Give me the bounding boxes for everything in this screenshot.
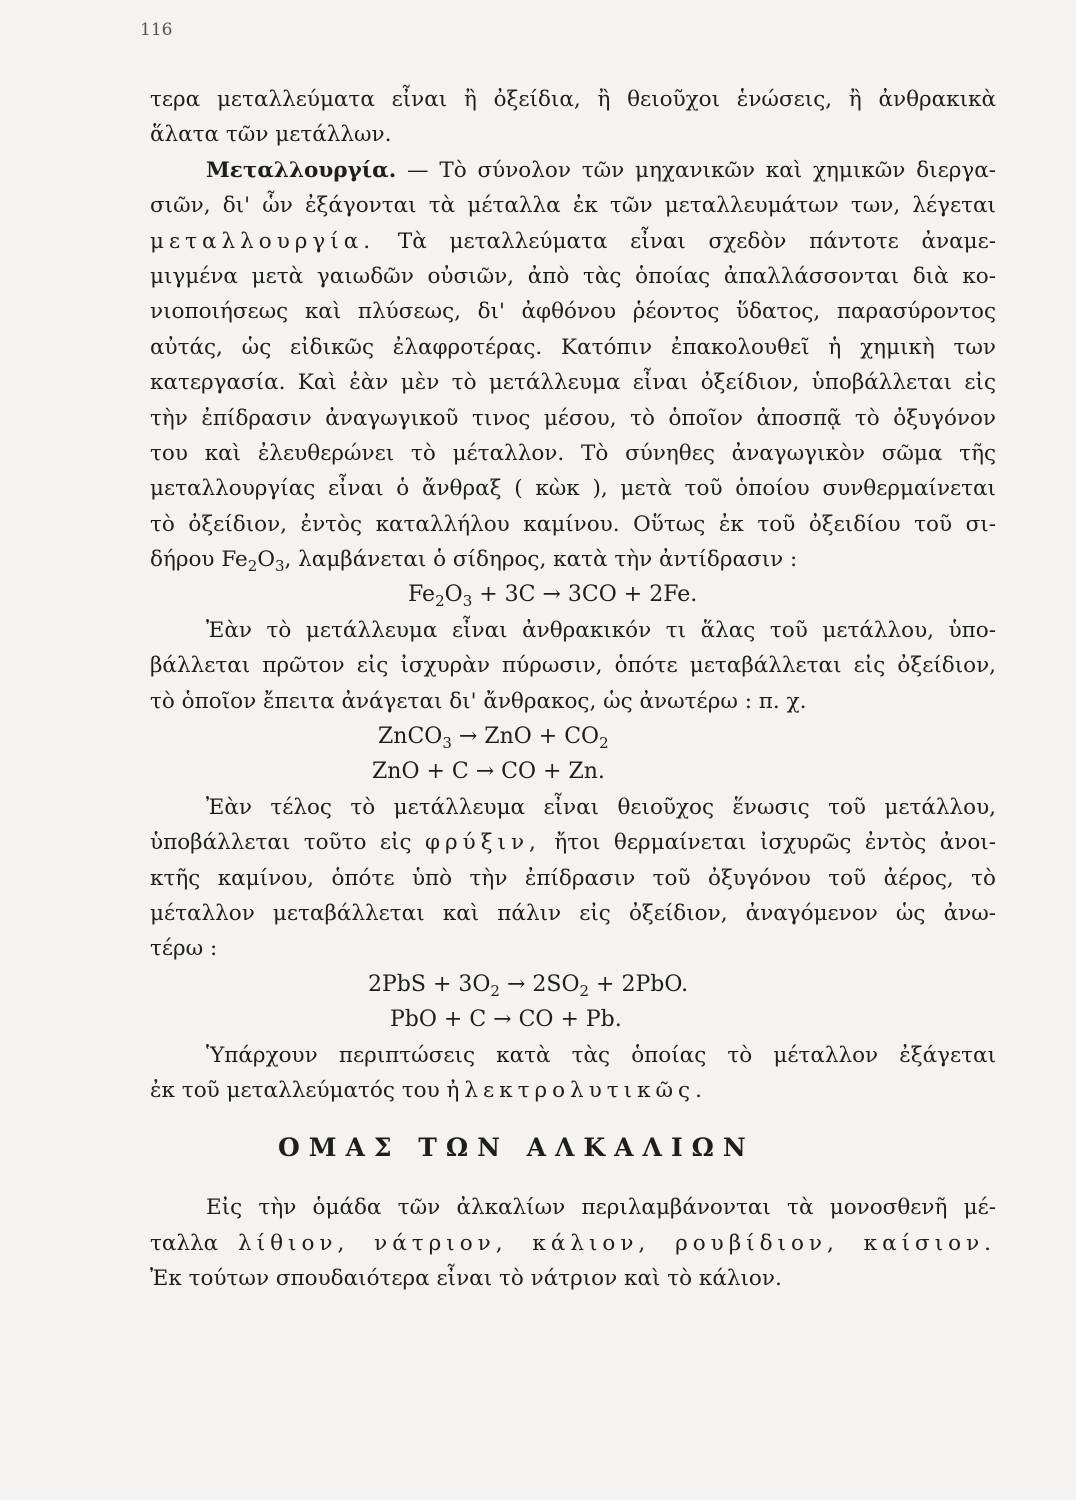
equation-zinc-carbonate xyxy=(150,719,996,754)
equation-lead-oxide: PbO + C → CO + Pb. xyxy=(390,1007,622,1033)
text-line: σιῶν, δι' ὧν ἐξάγονται τὰ μέταλλα ἐκ τῶν μεταλλευμάτων των, λέγεται xyxy=(150,193,996,219)
text-line xyxy=(150,825,996,860)
subscript: 2 xyxy=(579,981,590,1000)
text-line: βάλλεται πρῶτον εἰς ἰσχυρὰν πύρωσιν, ὁπότε μεταβάλλεται εἰς ὀξείδιον, xyxy=(150,653,996,679)
text-line: τὸ ὁποῖον ἔπειτα ἀνάγεται δι' ἄνθρακος, ὡς ἀνωτέρω : π. χ. xyxy=(150,688,807,714)
text-line xyxy=(150,1226,996,1261)
subscript: 3 xyxy=(462,592,473,611)
subscript: 2 xyxy=(247,557,258,576)
text-line: τερα μεταλλεύματα εἶναι ἢ ὀξείδια, ἢ θειοῦχοι ἑνώσεις, ἢ ἀνθρακικὰ xyxy=(150,87,996,112)
text-line: μέταλλον μεταβάλλεται καὶ πάλιν εἰς ὀξείδιον, ἀναγόμενον ὡς ἀνω- xyxy=(150,900,996,926)
text-span: — Τὸ σύνολον τῶν μηχανικῶν καὶ χημικῶν διεργα- xyxy=(396,157,996,183)
text-span: + 3C → 3CO + 2Fe. xyxy=(472,582,698,608)
text-line: τέρω : xyxy=(150,936,218,962)
subscript: 2 xyxy=(490,981,500,1000)
text-line: κατεργασία. Καὶ ἐὰν μὲν τὸ μετάλλευμα εἶναι ὀξείδιον, ὑποβάλλεται εἰς xyxy=(150,370,996,396)
text-span: δήρου Fe xyxy=(150,547,248,573)
text-line: νιοποιήσεως καὶ πλύσεως, δι' ἀφθόνου ῥέοντος ὕδατος, παρασύροντος xyxy=(150,299,996,325)
text-line: Ἐὰν τὸ μετάλλευμα εἶναι ἀνθρακικόν τι ἅλας τοῦ μετάλλου, ὑπο- xyxy=(206,617,996,643)
section-heading: ΟΜΑΣ ΤΩΝ ΑΛΚΑΛΙΩΝ xyxy=(278,1133,755,1163)
text-span: , λαμβάνεται ὁ σίδηρος, κατὰ τὴν ἀντίδρασιν : xyxy=(284,547,798,573)
equation-iron-reduction xyxy=(150,577,996,612)
page-number: 116 xyxy=(140,20,173,40)
text-line: Ὑπάρχουν περιπτώσεις κατὰ τὰς ὁποίας τὸ μέταλλον ἐξάγεται xyxy=(206,1042,996,1068)
text-line xyxy=(150,542,996,577)
spaced-term: μεταλλουργία. xyxy=(150,228,376,254)
text-span: Fe xyxy=(408,582,436,608)
text-line: Εἰς τὴν ὁμάδα τῶν ἀλκαλίων περιλαμβάνονται τὰ μονοσθενῆ μέ- xyxy=(206,1195,996,1221)
text-span: → 2SO xyxy=(499,971,580,997)
subscript: 2 xyxy=(435,592,445,611)
text-line: αὐτάς, ὡς εἰδικῶς ἐλαφροτέρας. Κατόπιν ἐπακολουθεῖ ἡ χημικὴ των xyxy=(150,334,996,360)
equation-lead-sulfide xyxy=(150,967,996,1002)
spaced-term: φρύξιν, xyxy=(424,830,541,856)
text-line: τὸ ὀξείδιον, ἐντὸς καταλλήλου καμίνου. Οὕτως ἐκ τοῦ ὀξειδίου τοῦ σι- xyxy=(150,511,996,537)
text-span: Τὰ μεταλλεύματα εἶναι σχεδὸν πάντοτε ἀναμε- xyxy=(375,228,996,254)
text-line: ἅλατα τῶν μετάλλων. xyxy=(150,122,392,148)
text-span: → ZnO + CO xyxy=(451,724,600,750)
text-line: του καὶ ἐλευθερώνει τὸ μέταλλον. Τὸ σύνηθες ἀναγωγικὸν σῶμα τῆς xyxy=(150,440,996,466)
text-line: μιγμένα μετὰ γαιωδῶν οὐσιῶν, ἀπὸ τὰς ὁποίας ἀπαλλάσσονται διὰ κο- xyxy=(150,263,996,289)
text-line: τὴν ἐπίδρασιν ἀναγωγικοῦ τινος μέσου, τὸ ὁποῖον ἀποσπᾷ τὸ ὀξυγόνον xyxy=(150,405,996,431)
text-span: 2PbS + 3O xyxy=(368,971,491,997)
section-term: Μεταλλουργία. xyxy=(206,157,397,183)
text-span: ἤτοι θερμαίνεται ἰσχυρῶς ἐντὸς ἀνοι- xyxy=(540,830,996,856)
text-line: Ἐκ τούτων σπουδαιότερα εἶναι τὸ νάτριον καὶ τὸ κάλιον. xyxy=(150,1266,782,1292)
text-span: ταλλα xyxy=(150,1230,239,1256)
subscript: 2 xyxy=(599,734,609,753)
text-span: ἐκ τοῦ μεταλλεύματός του xyxy=(150,1077,447,1103)
text-line: κτῆς καμίνου, ὁπότε ὑπὸ τὴν ἐπίδρασιν τοῦ ὀξυγόνου τοῦ ἀέρος, τὸ xyxy=(150,865,996,891)
text-span: ὑποβάλλεται τοῦτο εἰς xyxy=(150,830,425,856)
page-content xyxy=(150,82,996,1297)
spaced-term: λίθιον, νάτριον, κάλιον, ρουβίδιον, καίσιον. xyxy=(238,1230,996,1256)
text-line xyxy=(150,224,996,259)
text-span: ZnCO xyxy=(378,724,443,750)
text-span: + 2PbO. xyxy=(589,971,689,997)
equation-zinc-oxide: ZnO + C → CO + Zn. xyxy=(372,759,605,785)
spaced-term: ἠλεκτρολυτικῶς. xyxy=(446,1077,707,1103)
text-line: Ἐὰν τέλος τὸ μετάλλευμα εἶναι θειοῦχος ἕνωσις τοῦ μετάλλου, xyxy=(206,794,996,820)
text-line: μεταλλουργίας εἶναι ὁ ἄνθραξ ( κὼκ ), μετὰ τοῦ ὁποίου συνθερμαίνεται xyxy=(150,476,996,502)
text-line xyxy=(150,153,996,188)
subscript: 3 xyxy=(274,557,285,576)
text-span: O xyxy=(257,547,275,573)
text-span: O xyxy=(444,582,463,608)
subscript: 3 xyxy=(442,734,452,753)
text-line xyxy=(150,1073,996,1108)
